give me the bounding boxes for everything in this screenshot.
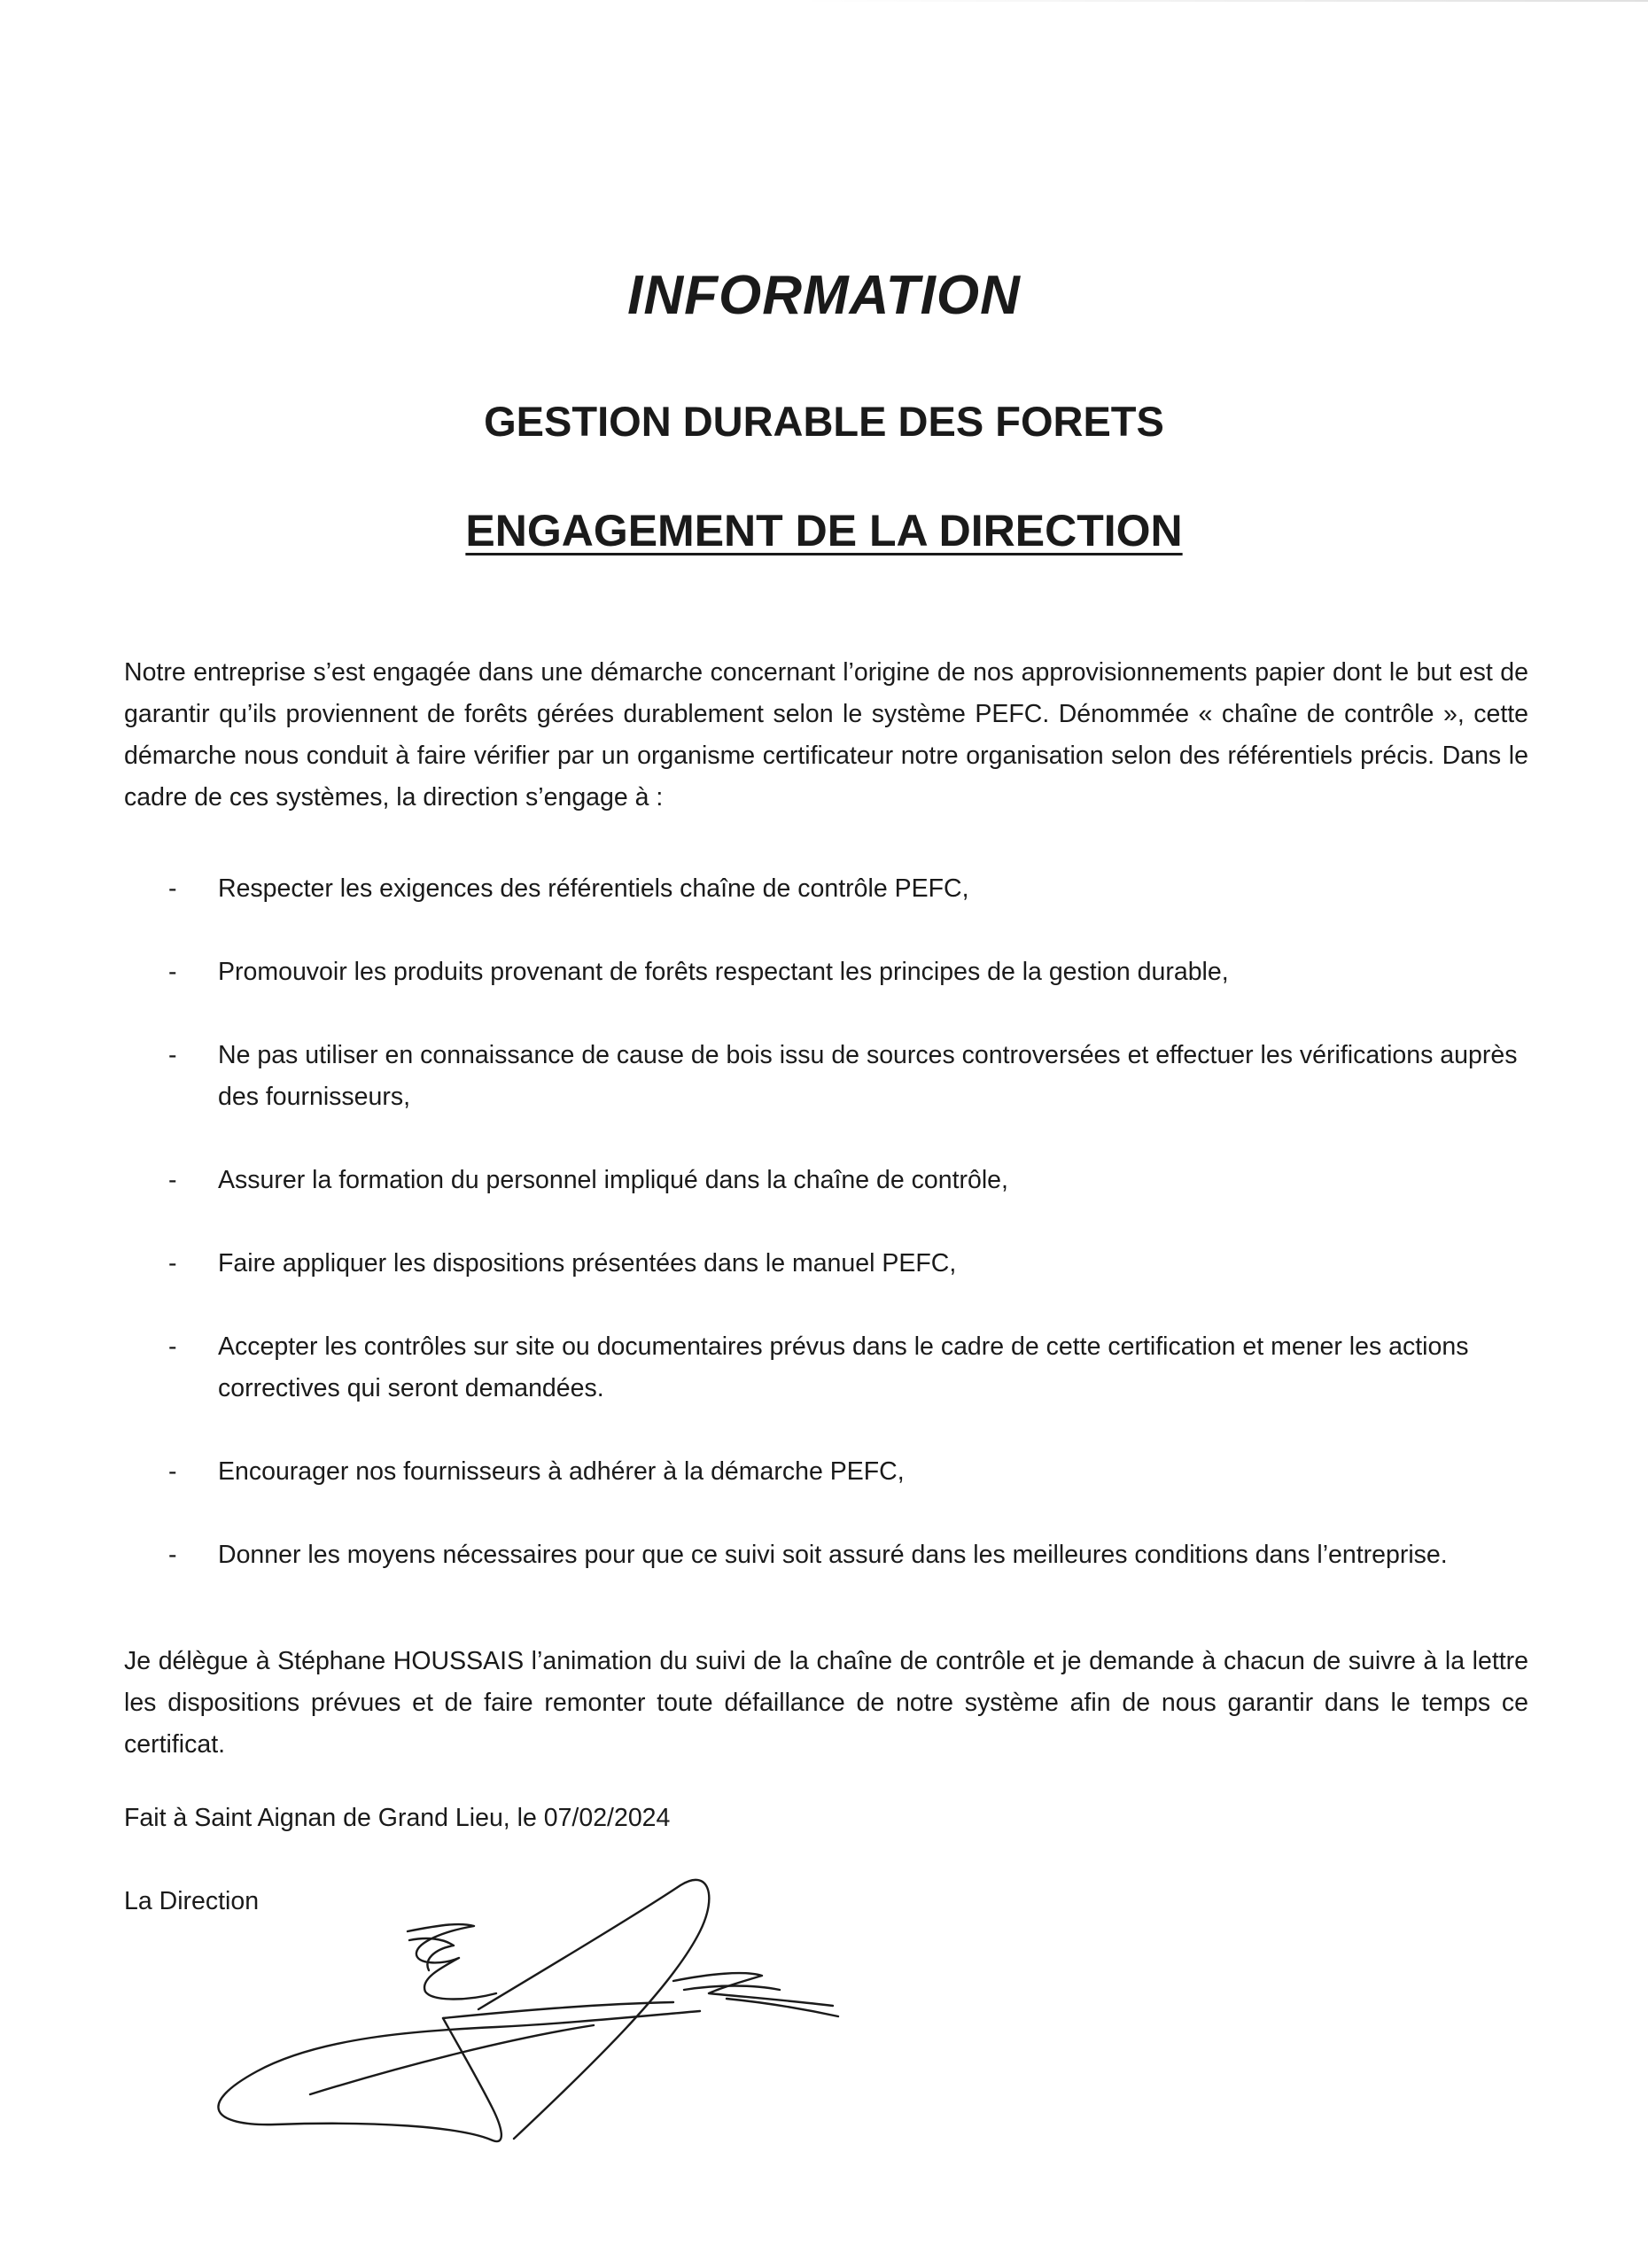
commitment-text: Assurer la formation du personnel impliqué dans la chaîne de contrôle,: [218, 1166, 1008, 1194]
handwritten-signature: [177, 1860, 868, 2144]
document-title: INFORMATION: [627, 265, 1021, 326]
commitment-text: Faire appliquer les dispositions présentées dans le manuel PEFC,: [218, 1249, 957, 1278]
signer-label: La Direction: [124, 1887, 260, 1915]
bullet-dash: -: [168, 1166, 177, 1194]
commitment-text: Promouvoir les produits provenant de forêts respectant les principes de la gestion durable,: [218, 958, 1229, 986]
commitments-list: [168, 868, 1533, 1618]
commitment-item: [168, 1160, 1533, 1201]
place-date: Fait à Saint Aignan de Grand Lieu, le 07/02/2024: [124, 1804, 671, 1832]
commitment-text: Accepter les contrôles sur site ou documentaires prévus dans le cadre de cette certification et mener les actions correctives qui seront demandées.: [218, 1332, 1469, 1402]
commitment-item: [168, 1451, 1533, 1493]
commitment-text: Encourager nos fournisseurs à adhérer à la démarche PEFC,: [218, 1457, 905, 1486]
delegation-paragraph: Je délègue à Stéphane HOUSSAIS l’animation du suivi de la chaîne de contrôle et je demande à chacun de suivre à la lettre les dispositions prévues et de faire remonter toute défaillance de notre système afin de nous garantir dans le temps ce certificat.: [124, 1647, 1528, 1759]
scan-edge-line: [797, 0, 1648, 2]
commitment-text: Respecter les exigences des référentiels chaîne de contrôle PEFC,: [218, 874, 969, 903]
bullet-dash: -: [168, 1041, 177, 1069]
commitment-item: [168, 1035, 1533, 1118]
commitment-item: [168, 868, 1533, 910]
commitment-text: Ne pas utiliser en connaissance de cause de bois issu de sources controversées et effectuer les vérifications auprès des fournisseurs,: [218, 1041, 1518, 1111]
commitment-text: Donner les moyens nécessaires pour que ce suivi soit assuré dans les meilleures conditions dans l’entreprise.: [218, 1541, 1448, 1569]
intro-paragraph: Notre entreprise s’est engagée dans une démarche concernant l’origine de nos approvisionnements papier dont le but est de garantir qu’ils proviennent de forêts gérées durablement selon le système PEFC. Dénommée « chaîne de contrôle », cette démarche nous conduit à faire vérifier par un organisme certificateur notre organisation selon des référentiels précis. Dans le cadre de ces systèmes, la direction s’engage à :: [124, 658, 1528, 812]
commitment-item: [168, 951, 1533, 993]
bullet-dash: -: [168, 1457, 177, 1486]
bullet-dash: -: [168, 1332, 177, 1361]
bullet-dash: -: [168, 874, 177, 903]
commitment-item: [168, 1326, 1533, 1410]
commitment-item: [168, 1534, 1533, 1576]
bullet-dash: -: [168, 958, 177, 986]
document-subtitle: GESTION DURABLE DES FORETS: [484, 398, 1164, 445]
bullet-dash: -: [168, 1541, 177, 1569]
document-heading: ENGAGEMENT DE LA DIRECTION: [465, 506, 1183, 555]
commitment-item: [168, 1243, 1533, 1285]
bullet-dash: -: [168, 1249, 177, 1278]
